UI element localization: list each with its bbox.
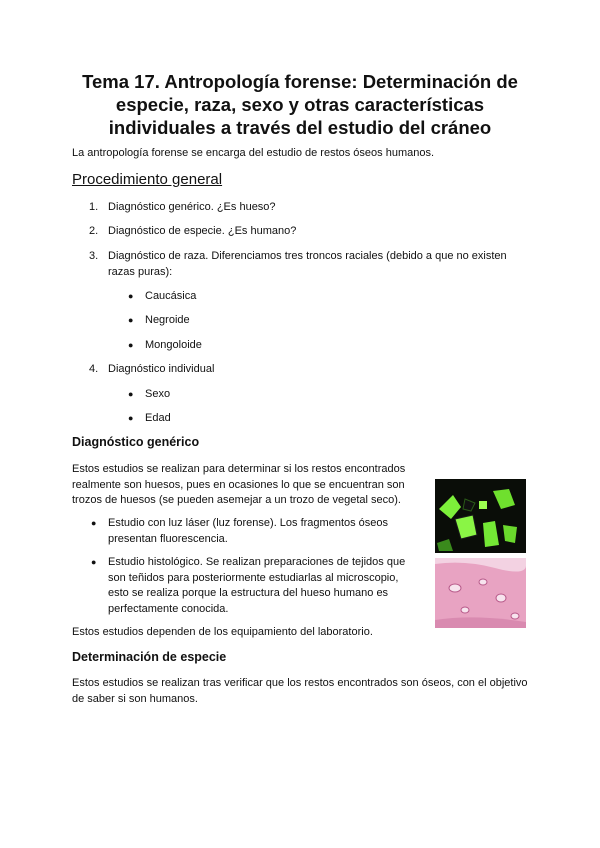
step-item: Diagnóstico individual [108, 363, 215, 375]
fluorescence-photo [435, 479, 526, 553]
race-item: Caucásica [145, 290, 197, 302]
race-item: Mongoloide [145, 339, 202, 351]
bullet-icon: ● [91, 557, 97, 567]
bullet-icon: ● [128, 315, 134, 325]
histology-photo [435, 558, 526, 628]
step-item: Diagnóstico genérico. ¿Es hueso? [108, 201, 276, 213]
step-number: 2. [89, 225, 99, 237]
generic-bullet: Estudio con luz láser (luz forense). Los fragmentos óseos presentan fluorescencia. [108, 517, 389, 545]
bullet-icon: ● [128, 389, 134, 399]
race-item: Negroide [145, 314, 190, 326]
step-number: 1. [89, 201, 99, 213]
individual-item: Edad [145, 412, 171, 424]
species-paragraph: Estos estudios se realizan tras verificar que los restos encontrados son óseos, con el objetivo de saber si son humanos. [72, 677, 528, 705]
bullet-icon: ● [128, 340, 134, 350]
generic-bullet: Estudio histológico. Se realizan preparaciones de tejidos que son teñidos para posteriormente estudiarlas al microscopio, esto se realiza porque la estructura del hueso humano es perfectamente conocida. [108, 556, 406, 615]
individual-item: Sexo [145, 388, 171, 400]
bullet-icon: ● [128, 291, 134, 301]
bullet-icon: ● [128, 413, 134, 423]
section-heading: Procedimiento general [72, 171, 223, 188]
bullet-icon: ● [91, 518, 97, 528]
step-number: 3. [89, 250, 99, 262]
page-title: Tema 17. Antropología forense: Determinación de especie, raza, sexo y otras características individuales a través del estudio del cráneo [82, 71, 518, 138]
species-heading: Determinación de especie [72, 650, 227, 664]
intro-text: La antropología forense se encarga del estudio de restos óseos humanos. [72, 147, 435, 159]
step-item: Diagnóstico de especie. ¿Es humano? [108, 225, 297, 237]
step-number: 4. [89, 363, 99, 375]
step-item: Diagnóstico de raza. Diferenciamos tres troncos raciales (debido a que no existen razas puras): [108, 250, 507, 278]
generic-heading: Diagnóstico genérico [72, 435, 200, 449]
generic-paragraph: Estos estudios se realizan para determinar si los restos encontrados realmente son huesos, pues en ocasiones lo que se encuentran son trozos de huesos (se pueden asemejar a un trozo de vegetal seco). [72, 463, 406, 506]
generic-closing: Estos estudios dependen de los equipamiento del laboratorio. [72, 626, 373, 638]
